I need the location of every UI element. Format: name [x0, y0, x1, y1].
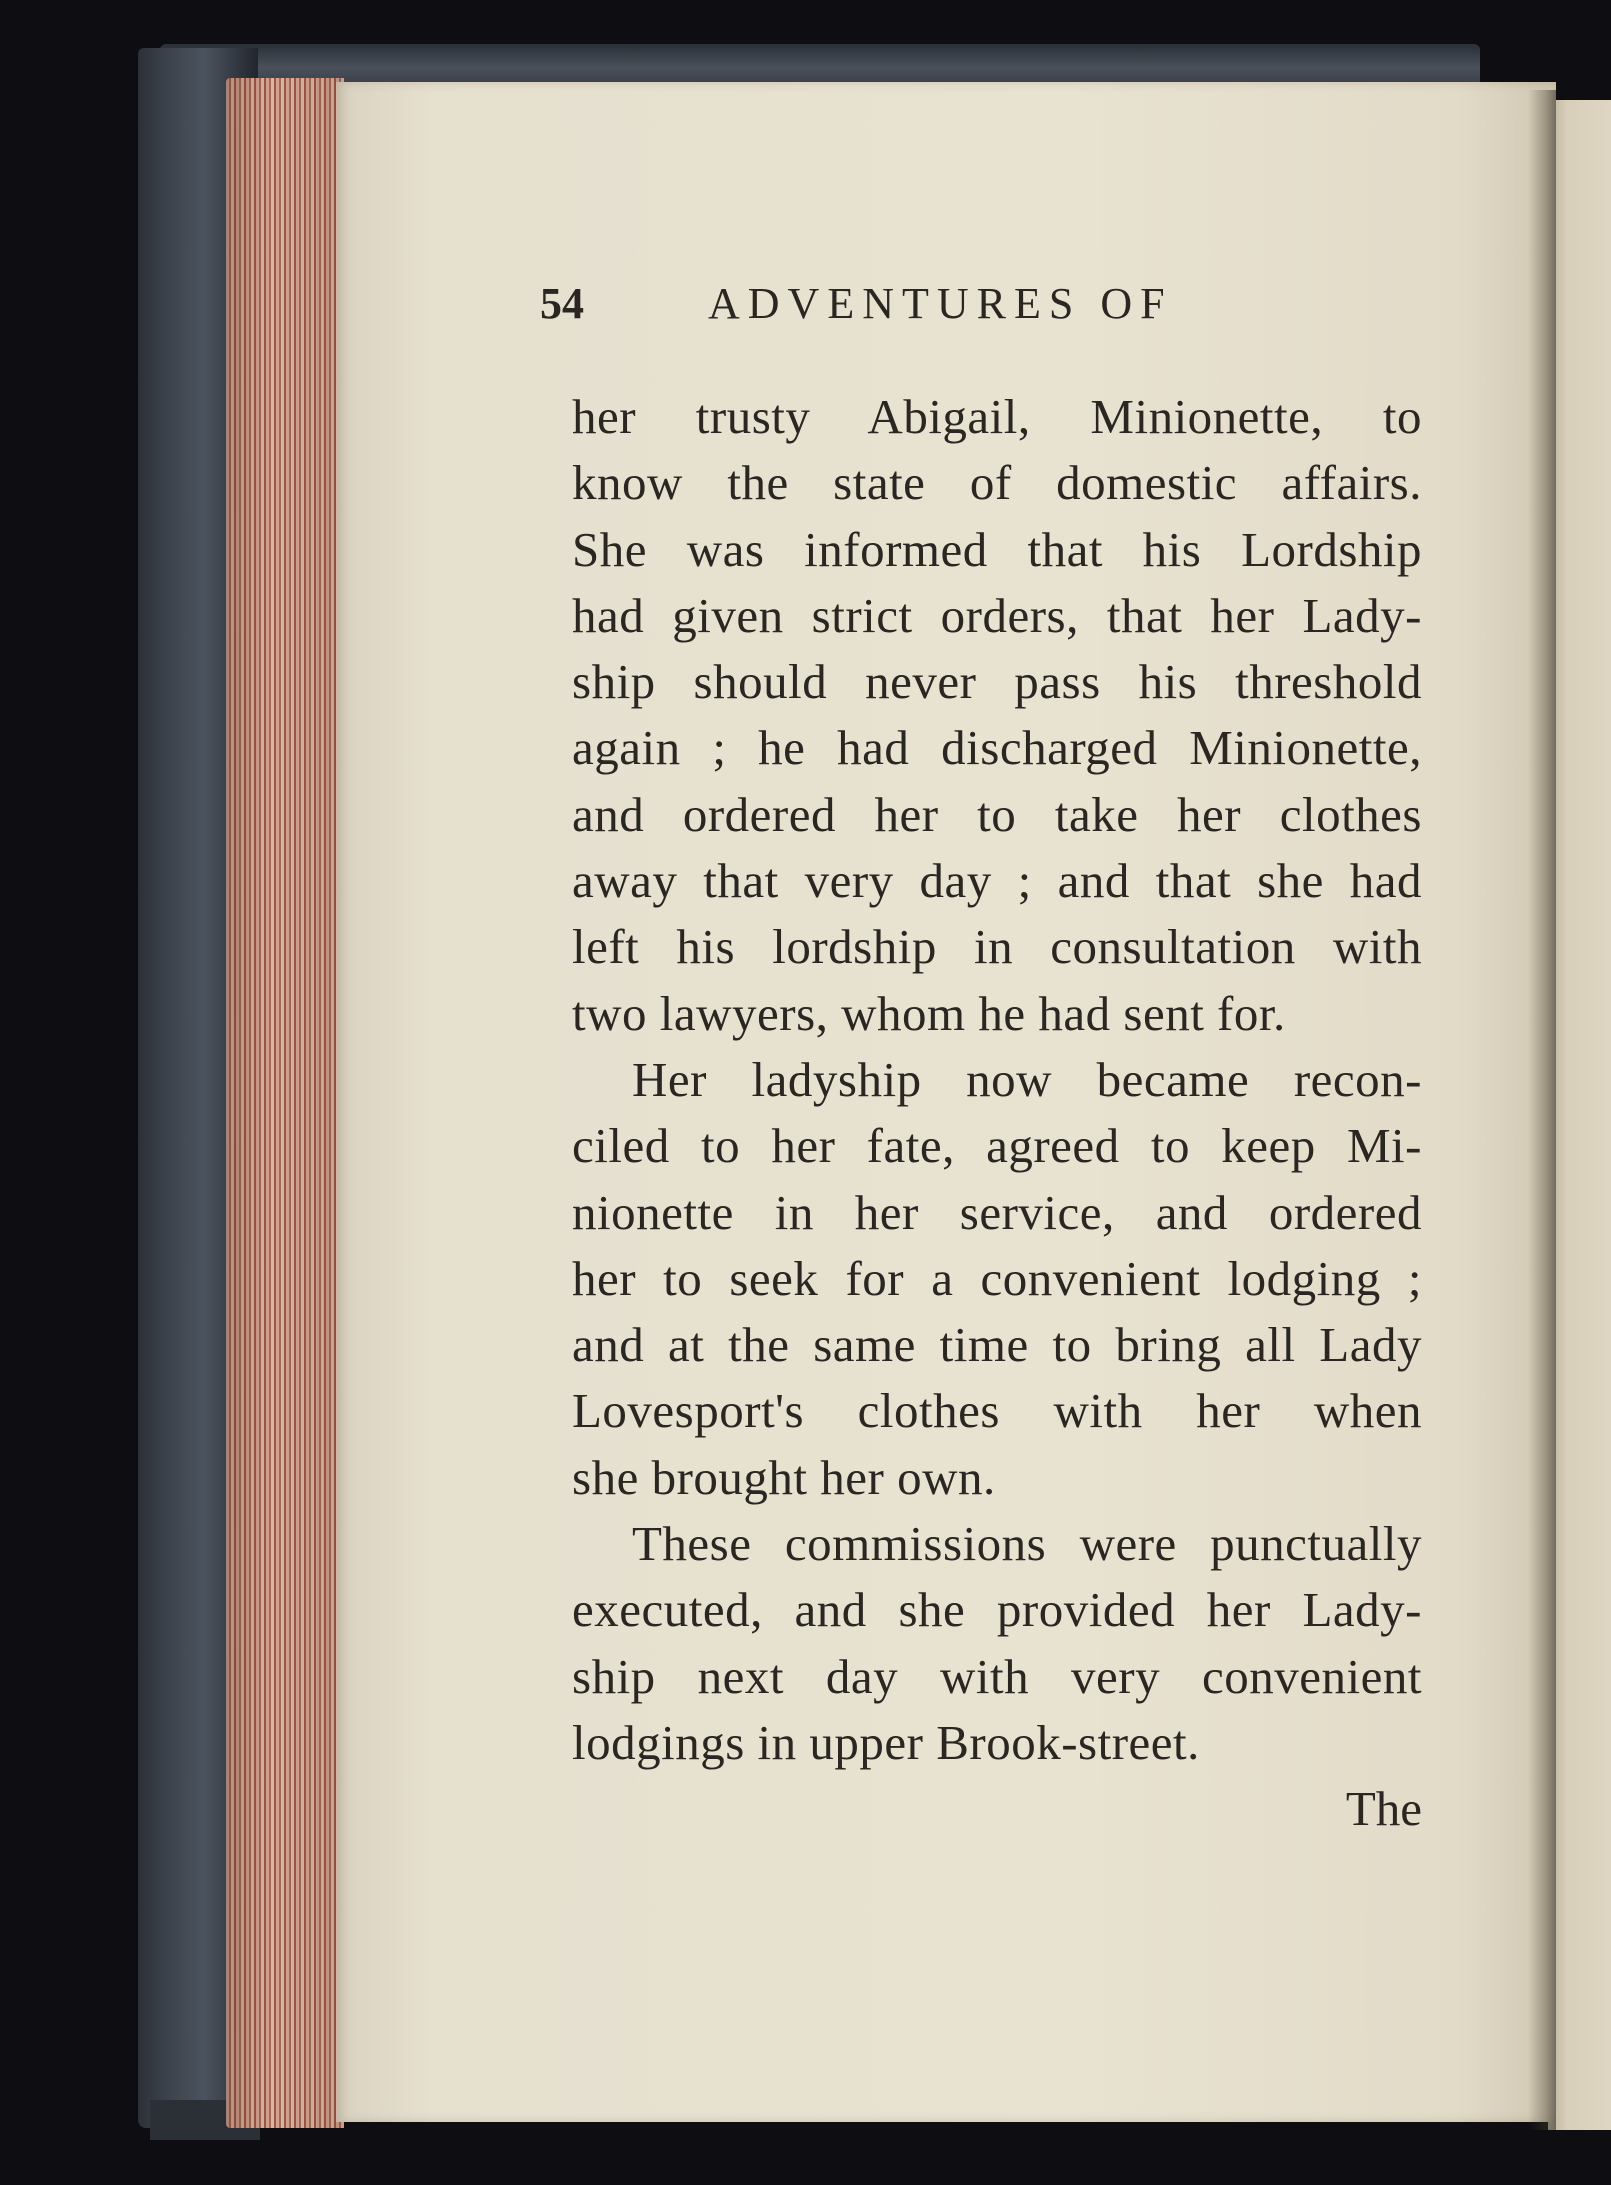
book-cover-top: [160, 44, 1480, 84]
text-line: she brought her own.: [572, 1449, 996, 1505]
page-header: [540, 278, 1300, 338]
body-text: [572, 384, 1422, 1776]
text-line: These commissions were punctually: [632, 1516, 1422, 1572]
page-gutter: [1528, 90, 1556, 2130]
page-edges-shade: [226, 78, 344, 2128]
text-line: executed, and she provided her Lady-: [572, 1582, 1422, 1638]
text-line: again ; he had discharged Minionette,: [572, 720, 1422, 776]
text-line: Her ladyship now became recon-: [632, 1051, 1422, 1107]
text-line: away that very day ; and that she had: [572, 853, 1422, 909]
text-line: ciled to her fate, agreed to keep Mi-: [572, 1118, 1422, 1174]
text-line: her trusty Abigail, Minionette, to: [572, 389, 1422, 444]
page-number: 54: [540, 279, 584, 328]
text-line: Lovesport's clothes with her when: [572, 1383, 1422, 1439]
text-line: had given strict orders, that her Lady-: [572, 587, 1422, 643]
text-line: and ordered her to take her clothes: [572, 786, 1422, 842]
text-line: left his lordship in consultation with: [572, 919, 1422, 975]
text-line: know the state of domestic affairs.: [572, 455, 1422, 511]
running-title: ADVENTURES OF: [708, 279, 1173, 328]
text-line: nionette in her service, and ordered: [572, 1184, 1422, 1240]
text-line: ship should never pass his threshold: [572, 654, 1422, 710]
text-line: ship next day with very convenient: [572, 1648, 1422, 1704]
catchword: The: [1345, 1781, 1422, 1836]
text-line: lodgings in upper Brook-street.: [572, 1714, 1200, 1770]
text-line: and at the same time to bring all Lady: [572, 1317, 1422, 1373]
text-line: She was informed that his Lordship: [572, 521, 1422, 577]
facing-page: [1548, 100, 1611, 2130]
text-line: her to seek for a convenient lodging ;: [572, 1250, 1422, 1306]
text-line: two lawyers, whom he had sent for.: [572, 985, 1286, 1041]
